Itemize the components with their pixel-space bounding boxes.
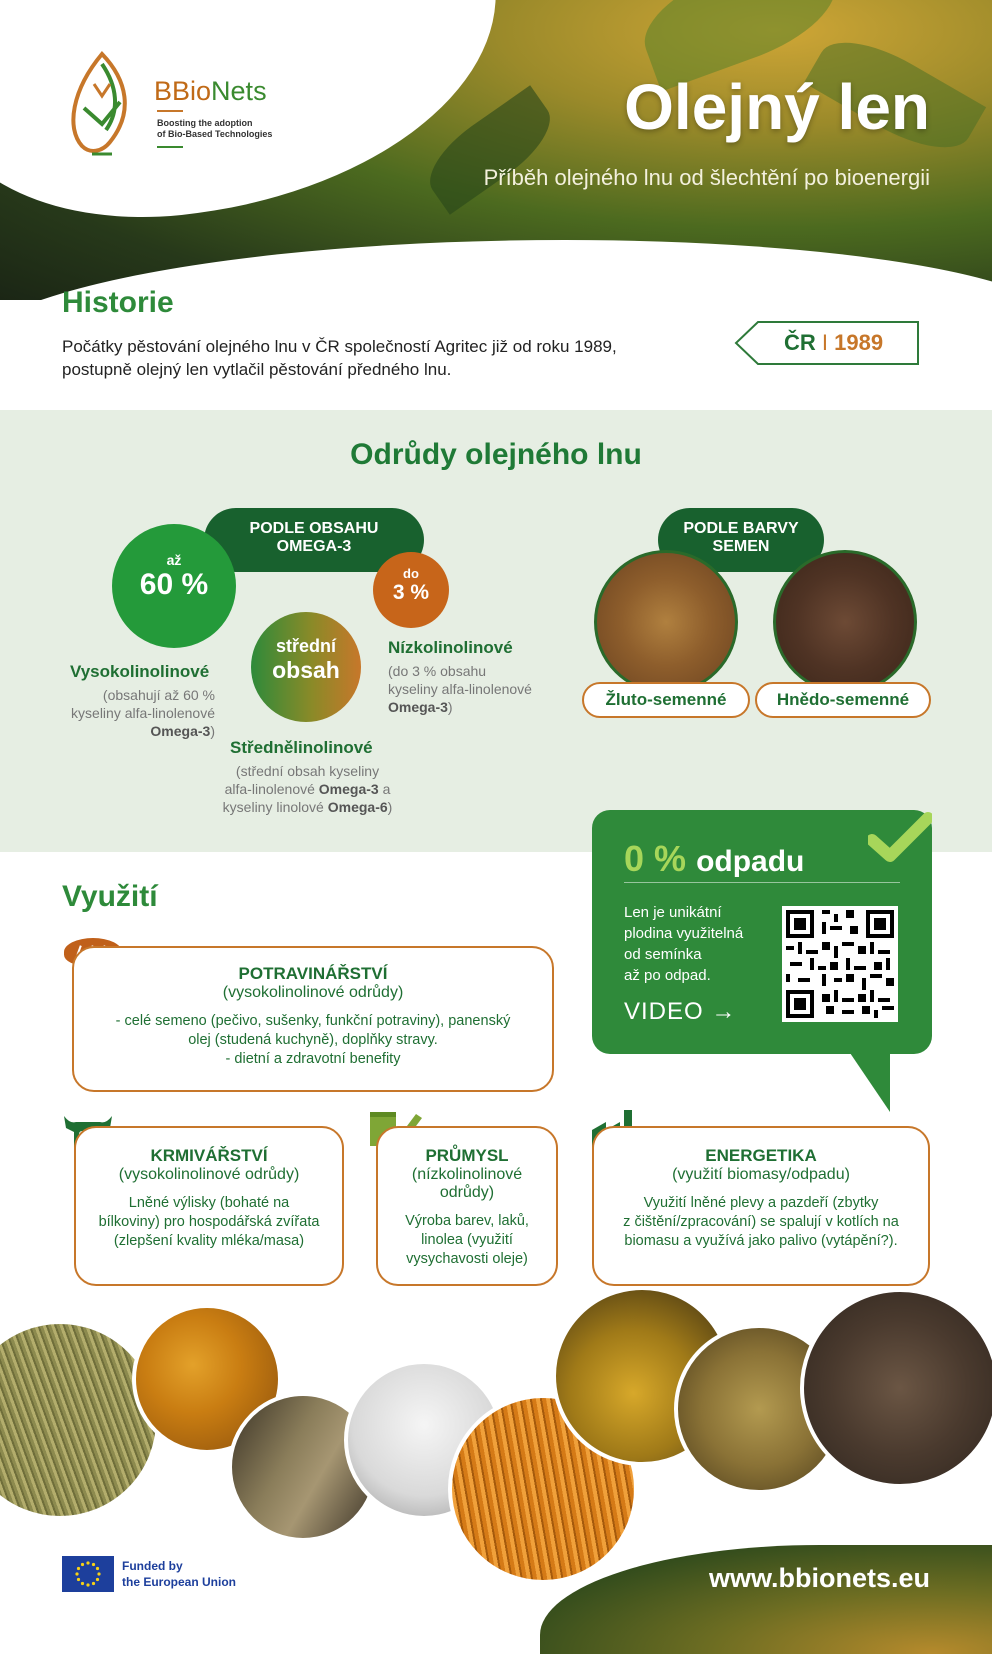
logo-divider [157, 110, 183, 112]
history-text: Počátky pěstování olejného lnu v ČR společností Agritec již od roku 1989, postupně olejný len vytlačil pěstování předného lnu. [62, 337, 617, 379]
yellow-seed-image [594, 550, 738, 694]
badge-country: ČR I 1989 [784, 330, 884, 355]
industry-body: Výroba barev, laků, linolea (využití vysychavosti oleje) [405, 1213, 529, 1267]
low-omega-label: Nízkolinolinové [388, 638, 513, 657]
food-subtitle: (vysokolinolinové odrůdy) [222, 984, 404, 1001]
waste-text: Len je unikátní plodina využitelná od semínka až po odpad. [624, 904, 744, 984]
video-link[interactable]: VIDEO → [624, 998, 737, 1025]
page-title: Olejný len [624, 71, 930, 143]
feed-title: KRMIVÁŘSTVÍ [150, 1146, 268, 1165]
qr-code[interactable] [782, 906, 898, 1022]
history-heading: Historie [62, 286, 174, 319]
bbionets-logo[interactable] [62, 50, 292, 165]
mid-omega-note: (střední obsah kyseliny alfa-linolenové Omega-3 a kyseliny linolové Omega-6) [222, 763, 393, 815]
waste-box-tail [848, 1050, 890, 1112]
country-year-badge [734, 320, 920, 366]
logo-divider [157, 146, 183, 148]
by-omega-pill: PODLE OBSAHU OMEGA-3 [204, 508, 424, 572]
high-omega-label: Vysokolinolinové [70, 662, 210, 681]
logo-name: BBioNets [154, 76, 267, 106]
brown-seed-image [773, 550, 917, 694]
feed-body: Lněné výlisky (bohaté na bílkoviny) pro hospodářská zvířata (zlepšení kvality mléka/masa) [98, 1195, 320, 1249]
energy-subtitle: (využití biomasy/odpadu) [672, 1166, 850, 1183]
waste-divider [624, 882, 900, 883]
biomass-shives-photo [800, 1288, 992, 1488]
qr-code-icon [786, 910, 894, 1018]
mid-omega-label: Střednělinolinové [230, 738, 373, 757]
food-title: POTRAVINÁŘSTVÍ [238, 964, 388, 983]
waste-heading: 0 % odpadu [624, 838, 805, 879]
feed-subtitle: (vysokolinolinové odrůdy) [118, 1166, 300, 1183]
high-omega-circle: až 60 % [112, 524, 236, 648]
photo-collage [0, 1300, 992, 1560]
eu-flag-icon [62, 1556, 114, 1592]
energy-title: ENERGETIKA [705, 1146, 817, 1165]
by-seed-color-pill: PODLE BARVY SEMEN [658, 508, 824, 572]
energy-body: Využití lněné plevy a pazdeří (zbytky z čištění/zpracování) se spalují v kotlích na biomasu a využívá jako palivo (vytápění?). [623, 1195, 899, 1249]
yellow-seed-label: Žluto-semenné [582, 682, 750, 718]
mid-omega-circle: střední obsah [251, 612, 361, 722]
footer-wave [540, 1545, 992, 1654]
industry-title: PRŮMYSL [425, 1146, 509, 1165]
logo-leaf-icon [62, 50, 142, 160]
varieties-heading: Odrůdy olejného lnu [350, 438, 642, 471]
feed-industry-card [74, 1126, 344, 1286]
food-body: - celé semeno (pečivo, sušenky, funkční potraviny), panenský olej (studená kuchyně), doplňky stravy. - dietní a zdravotní benefity [115, 1013, 511, 1067]
website-link[interactable]: www.bbionets.eu [708, 1563, 930, 1593]
low-omega-note: (do 3 % obsahu kyseliny alfa-linolenové Omega-3) [388, 663, 532, 715]
energy-card [592, 1126, 930, 1286]
logo-tagline: Boosting the adoption of Bio-Based Technologies [157, 118, 273, 139]
eu-funding-text: Funded by the European Union [122, 1559, 236, 1589]
industry-card [376, 1126, 558, 1286]
food-industry-card [72, 946, 554, 1092]
flax-straw-photo [0, 1320, 160, 1520]
brown-seed-label: Hnědo-semenné [755, 682, 931, 718]
low-omega-circle: do 3 % [373, 552, 449, 628]
page-subtitle: Příběh olejného lnu od šlechtění po bioenergii [483, 165, 930, 190]
usage-heading: Využití [62, 880, 158, 913]
checkmark-icon [868, 812, 932, 864]
varieties-section [0, 410, 992, 852]
high-omega-note: (obsahují až 60 % kyseliny alfa-linolenové Omega-3) [71, 687, 215, 739]
industry-subtitle: (nízkolinolinové odrůdy) [411, 1166, 523, 1201]
zero-waste-box [592, 810, 932, 1054]
